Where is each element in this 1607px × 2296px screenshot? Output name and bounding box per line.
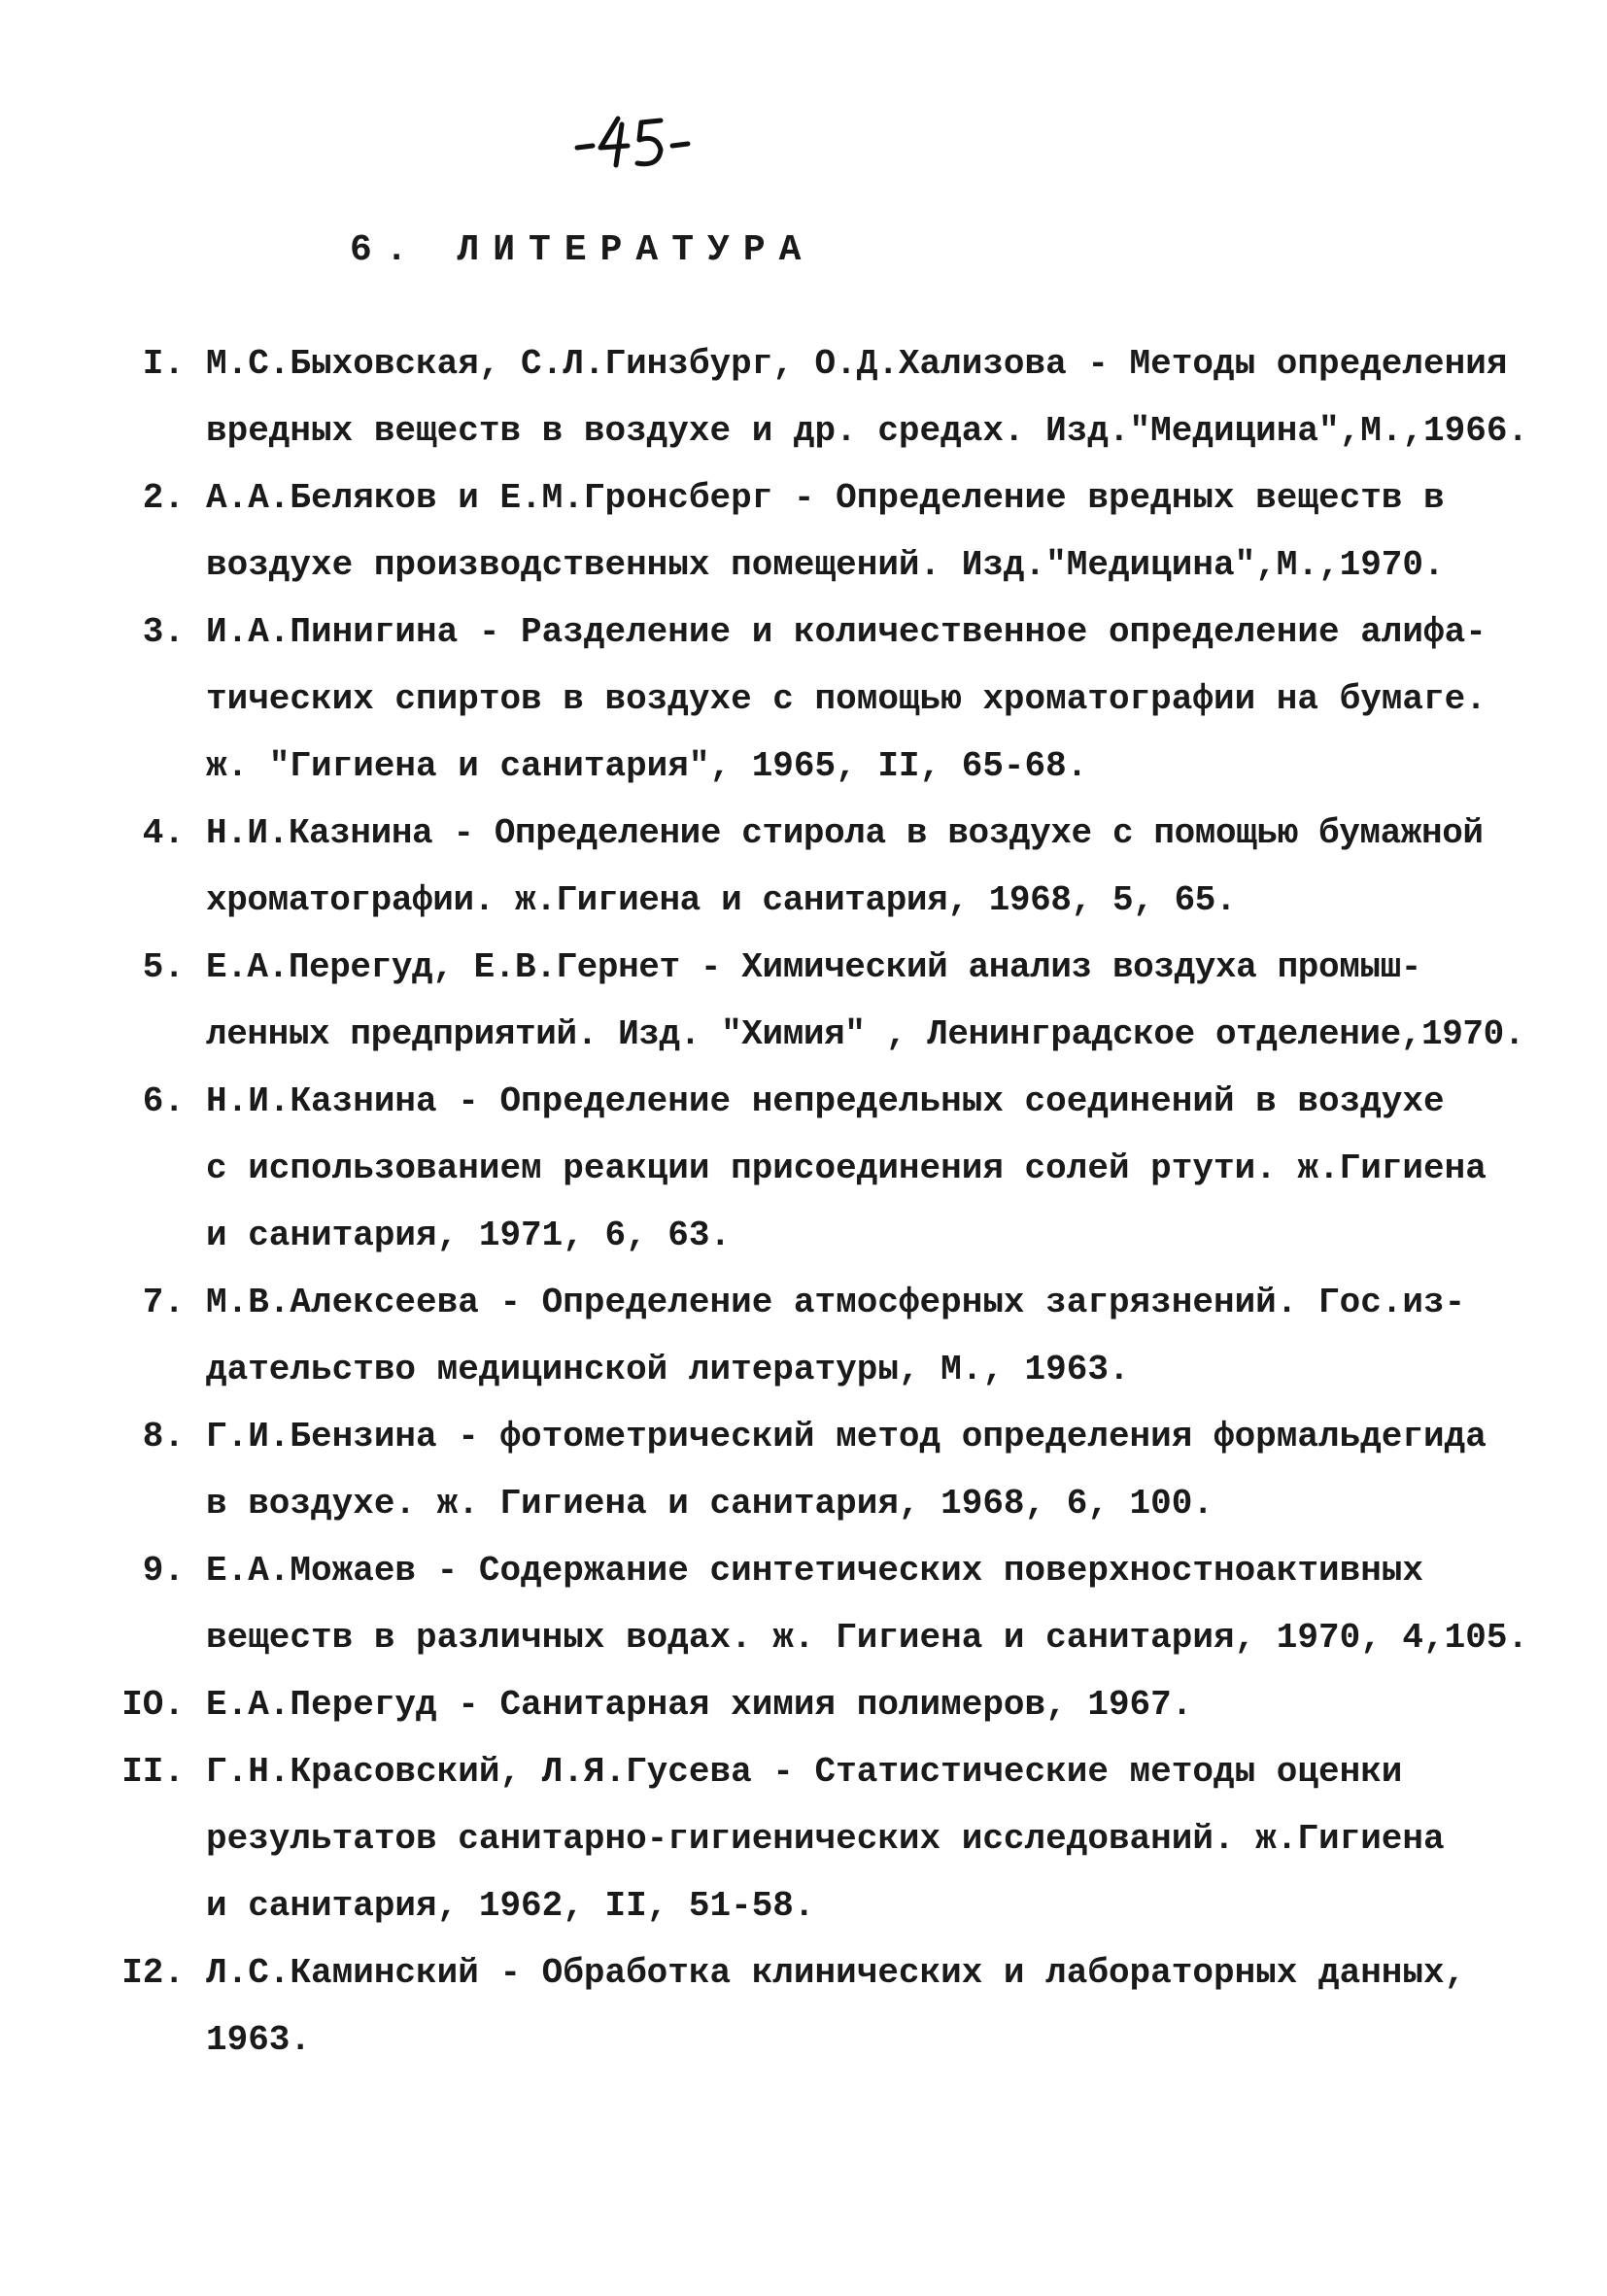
reference-line: Е.А.Можаев - Содержание синтетических поверхностноактивных: [206, 1551, 1424, 1591]
reference-number: 6.: [142, 1081, 185, 1121]
reference-number: II.: [121, 1752, 185, 1792]
reference-line: Н.И.Казнина - Определение стирола в воздухе с помощью бумажной: [206, 813, 1484, 853]
reference-line: Е.А.Перегуд - Санитарная химия полимеров, 1967.: [206, 1685, 1193, 1725]
reference-item: [0, 800, 1607, 934]
reference-text: [206, 464, 1508, 599]
reference-line: Н.И.Казнина - Определение непредельных соединений в воздухе: [206, 1081, 1445, 1121]
reference-number: 4.: [142, 813, 185, 853]
reference-text: [206, 599, 1508, 800]
reference-line: М.В.Алексеева - Определение атмосферных загрязнений. Гос.из-: [206, 1283, 1466, 1322]
reference-text: [206, 934, 1525, 1068]
reference-line: Л.С.Каминский - Обработка клинических и лабораторных данных,: [206, 1953, 1466, 1993]
reference-item: [0, 1738, 1607, 1939]
reference-text: [206, 1671, 1508, 1738]
reference-number: IO.: [121, 1685, 185, 1725]
reference-text: [206, 1738, 1508, 1939]
reference-number: I2.: [121, 1953, 185, 1993]
reference-number: 3.: [142, 612, 185, 652]
reference-item: [0, 1269, 1607, 1403]
reference-line: Г.Н.Красовский, Л.Я.Гусева - Статистические методы оценки: [206, 1752, 1403, 1792]
reference-line: хроматографии. ж.Гигиена и санитария, 1968, 5, 65.: [206, 880, 1237, 920]
reference-number: I.: [142, 344, 185, 384]
reference-text: [206, 800, 1508, 934]
reference-list: [0, 330, 1607, 2073]
handwritten-page-number: [571, 107, 698, 175]
reference-line: ж. "Гигиена и санитария", 1965, II, 65-68.: [206, 746, 1088, 786]
reference-line: и санитария, 1971, 6, 63.: [206, 1216, 732, 1255]
reference-text: [206, 330, 1529, 464]
reference-line: результатов санитарно-гигиенических исследований. ж.Гигиена: [206, 1819, 1445, 1859]
reference-line: вредных веществ в воздухе и др. средах. Изд."Медицина",М.,1966.: [206, 411, 1529, 451]
reference-line: дательство медицинской литературы, М., 1963.: [206, 1350, 1130, 1389]
reference-line: и санитария, 1962, II, 51-58.: [206, 1886, 815, 1926]
reference-line: А.А.Беляков и Е.М.Гронсберг - Определение вредных веществ в: [206, 478, 1445, 518]
reference-text: [206, 1537, 1529, 1671]
reference-line: с использованием реакции присоединения солей ртути. ж.Гигиена: [206, 1148, 1487, 1188]
reference-line: И.А.Пинигина - Разделение и количественное определение алифа-: [206, 612, 1487, 652]
reference-number: 5.: [142, 947, 185, 987]
reference-item: [0, 1939, 1607, 2073]
reference-item: [0, 599, 1607, 800]
section-heading: 6. ЛИТЕРАТУРА: [350, 229, 815, 271]
reference-item: [0, 934, 1607, 1068]
reference-number: 8.: [142, 1417, 185, 1456]
reference-item: [0, 1403, 1607, 1537]
reference-line: М.С.Быховская, С.Л.Гинзбург, О.Д.Хализова - Методы определения: [206, 344, 1508, 384]
reference-line: в воздухе. ж. Гигиена и санитария, 1968, 6, 100.: [206, 1484, 1214, 1524]
reference-item: [0, 1671, 1607, 1738]
reference-line: Г.И.Бензина - фотометрический метод определения формальдегида: [206, 1417, 1487, 1456]
reference-item: [0, 330, 1607, 464]
reference-item: [0, 1068, 1607, 1269]
reference-text: [206, 1939, 1508, 2073]
reference-line: ленных предприятий. Изд. "Химия" , Ленинградское отделение,1970.: [206, 1014, 1525, 1054]
reference-item: [0, 464, 1607, 599]
reference-line: 1963.: [206, 2020, 312, 2060]
reference-text: [206, 1403, 1508, 1537]
reference-item: [0, 1537, 1607, 1671]
reference-line: веществ в различных водах. ж. Гигиена и санитария, 1970, 4,105.: [206, 1618, 1529, 1658]
reference-line: тических спиртов в воздухе с помощью хроматографии на бумаге.: [206, 679, 1487, 719]
reference-text: [206, 1068, 1508, 1269]
reference-number: 9.: [142, 1551, 185, 1591]
reference-text: [206, 1269, 1508, 1403]
reference-number: 2.: [142, 478, 185, 518]
reference-line: Е.А.Перегуд, Е.В.Гернет - Химический анализ воздуха промыш-: [206, 947, 1422, 987]
reference-number: 7.: [142, 1283, 185, 1322]
reference-line: воздухе производственных помещений. Изд."Медицина",М.,1970.: [206, 545, 1445, 585]
